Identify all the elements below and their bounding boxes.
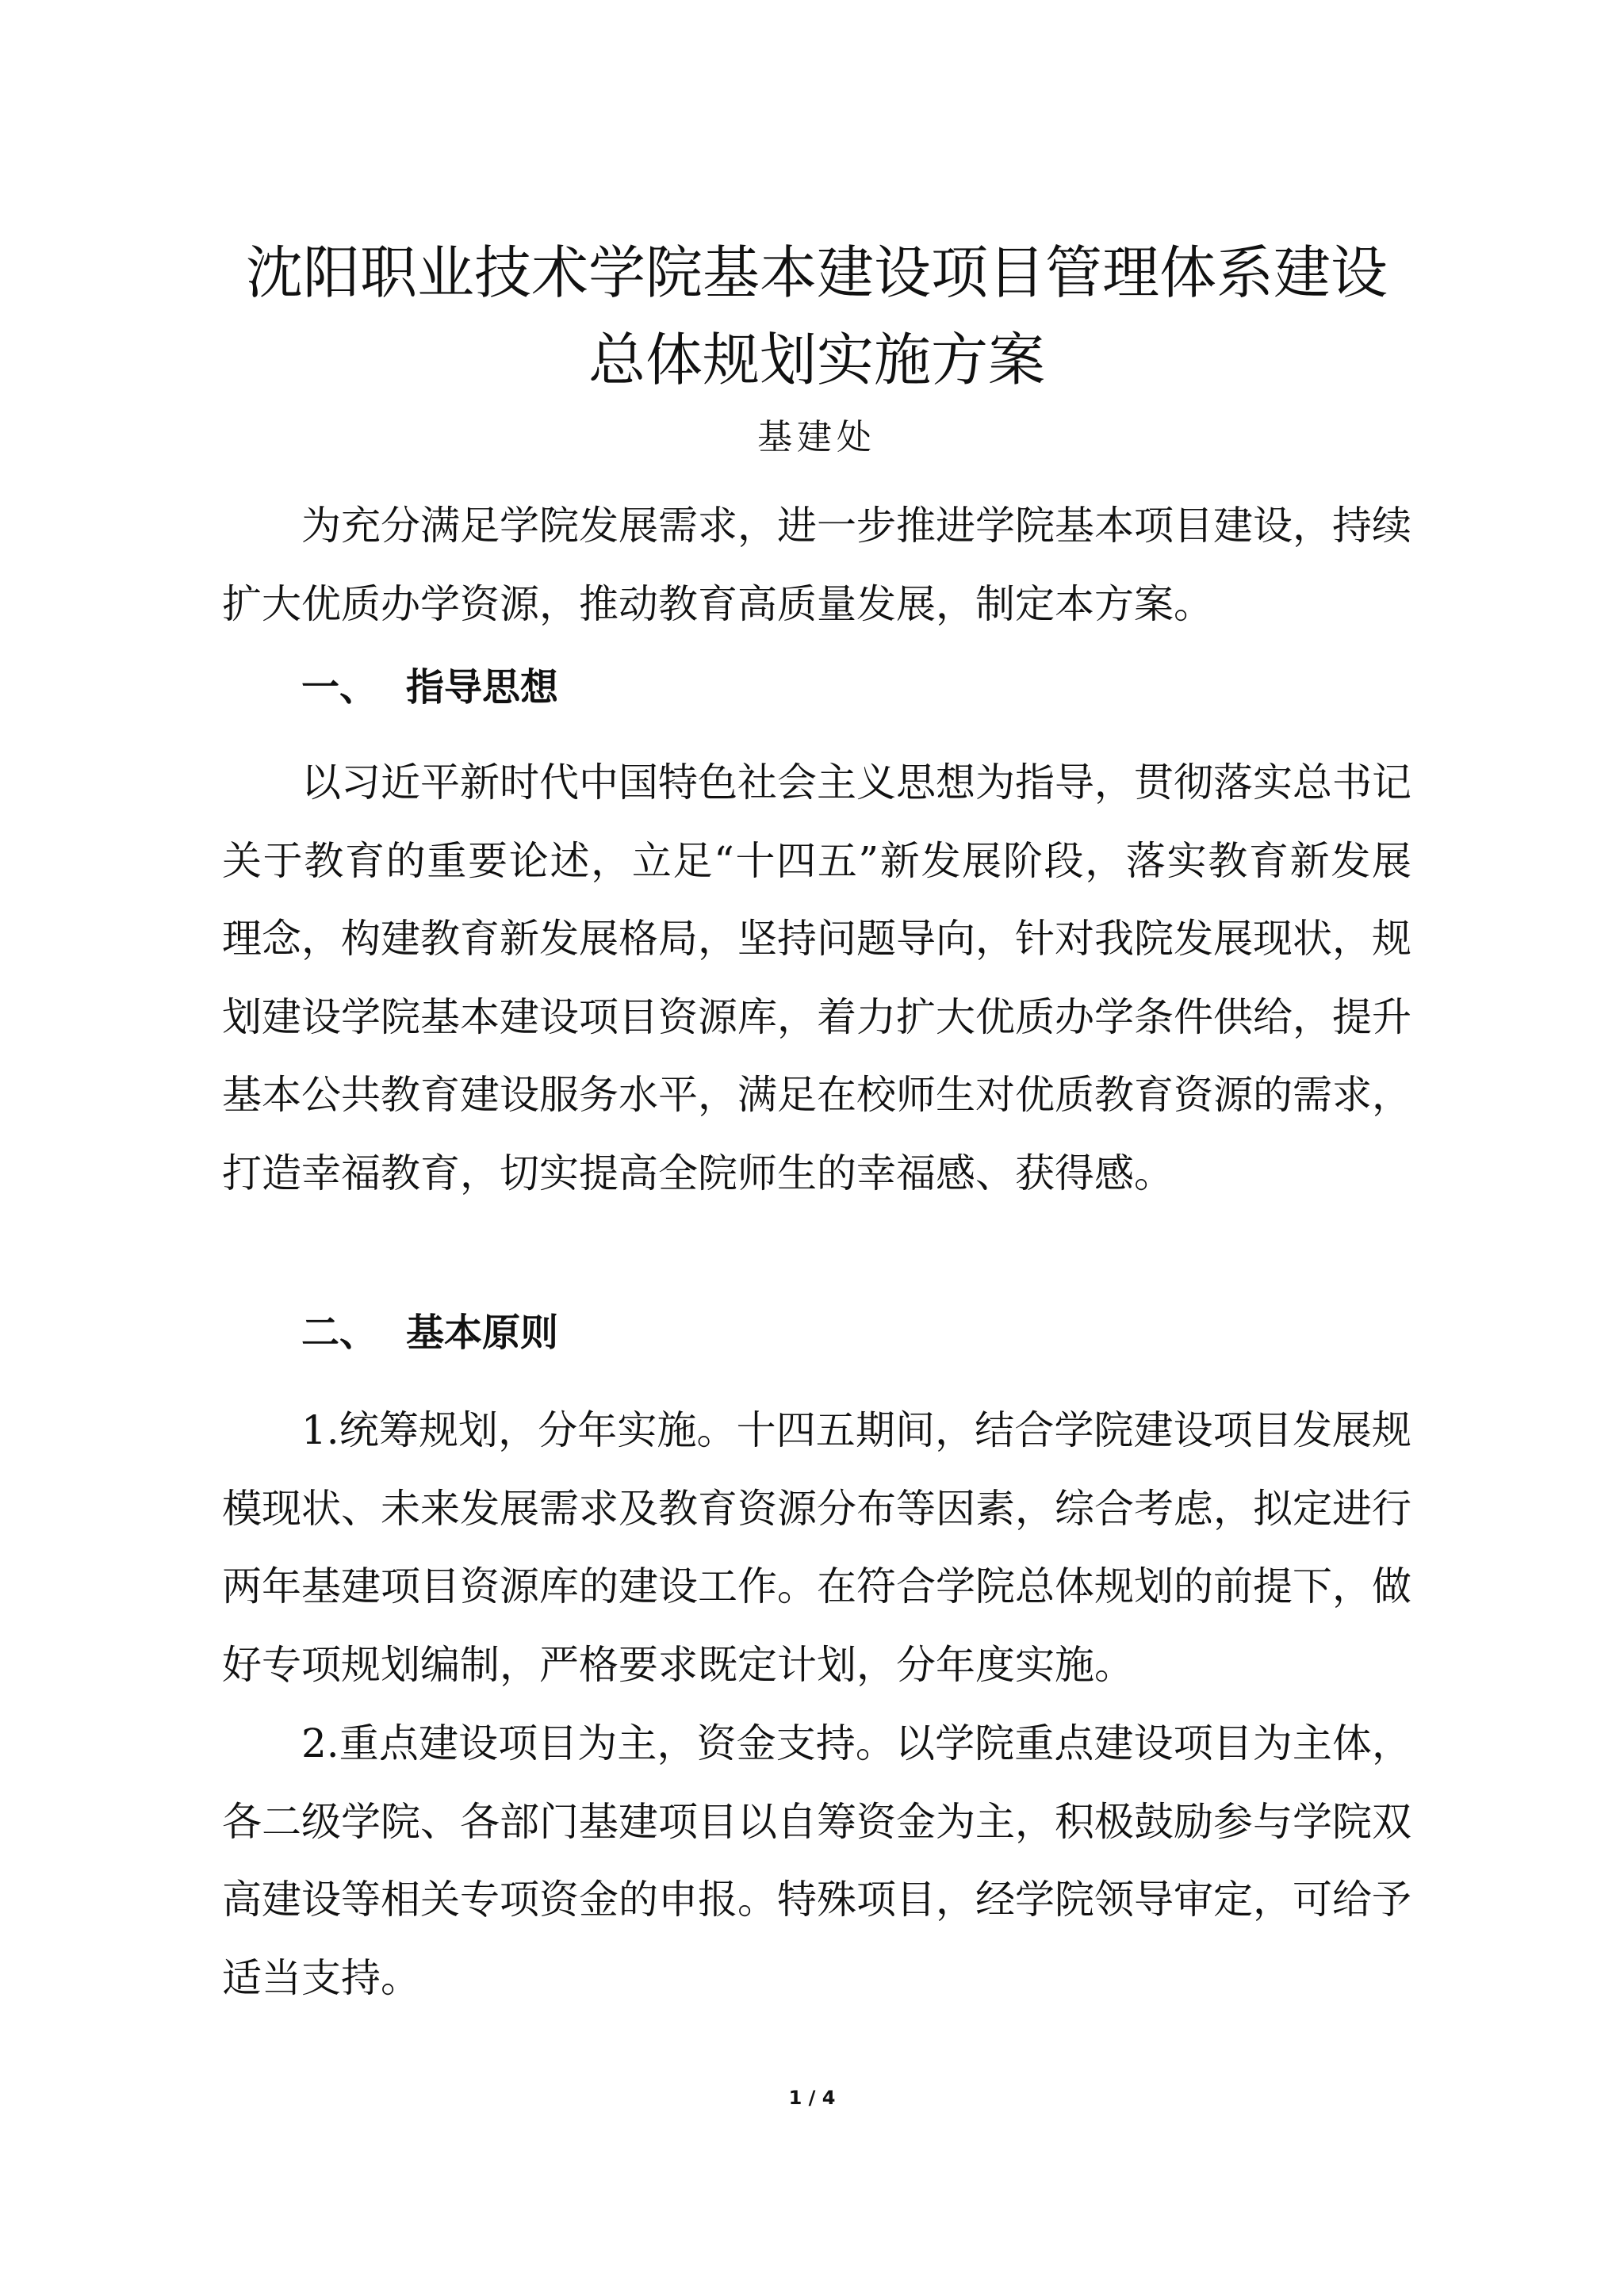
document-title-line-2: 总体规划实施方案 [588,327,1045,393]
section-number: 二、 [301,1311,378,1355]
principle-paragraph-1 [222,1391,1411,1704]
intro-paragraph: 为充分满足学院发展需求，进一步推进学院基本项目建设，持续扩大优质办学资源，推动教育高质量发展，制定本方案。 [222,503,1411,627]
section-heading-guiding-ideology [301,665,559,710]
section-heading-basic-principles [301,1311,559,1355]
section-number: 一、 [301,665,378,710]
section-title: 基本原则 [406,1311,559,1355]
department-name: 基建处 [757,417,876,457]
principle-text: 十四五期间，结合学院建设项目发展规模现状、未来发展需求及教育资源分布等因素，综合考虑，拟定进行两年基建项目资源库的建设工作。在符合学院总体规划的前提下，做好专项规划编制，严格要求既定计划，分年度实施。 [222,1407,1411,1688]
section-title: 指导思想 [406,665,559,710]
page-number: 1 / 4 [788,2087,836,2109]
guiding-ideology-paragraph: 以习近平新时代中国特色社会主义思想为指导，贯彻落实总书记关于教育的重要论述，立足“十四五”新发展阶段，落实教育新发展理念，构建教育新发展格局，坚持问题导向，针对我院发展现状，规划建设学院基本建设项目资源库，着力扩大优质办学条件供给，提升基本公共教育建设服务水平，满足在校师生对优质教育资源的需求，打造幸福教育，切实提高全院师生的幸福感、获得感。 [222,760,1411,1196]
principle-lead: 1.统筹规划，分年实施。 [301,1407,737,1453]
principle-lead: 2.重点建设项目为主，资金支持。 [301,1720,895,1766]
document-title-line-1: 沈阳职业技术学院基本建设项目管理体系建设 [245,239,1388,306]
principle-paragraph-2 [222,1705,1411,2017]
principle-text: 以学院重点建设项目为主体，各二级学院、各部门基建项目以自筹资金为主，积极鼓励参与学院双高建设等相关专项资金的申报。特殊项目，经学院领导审定，可给予适当支持。 [222,1720,1411,2001]
